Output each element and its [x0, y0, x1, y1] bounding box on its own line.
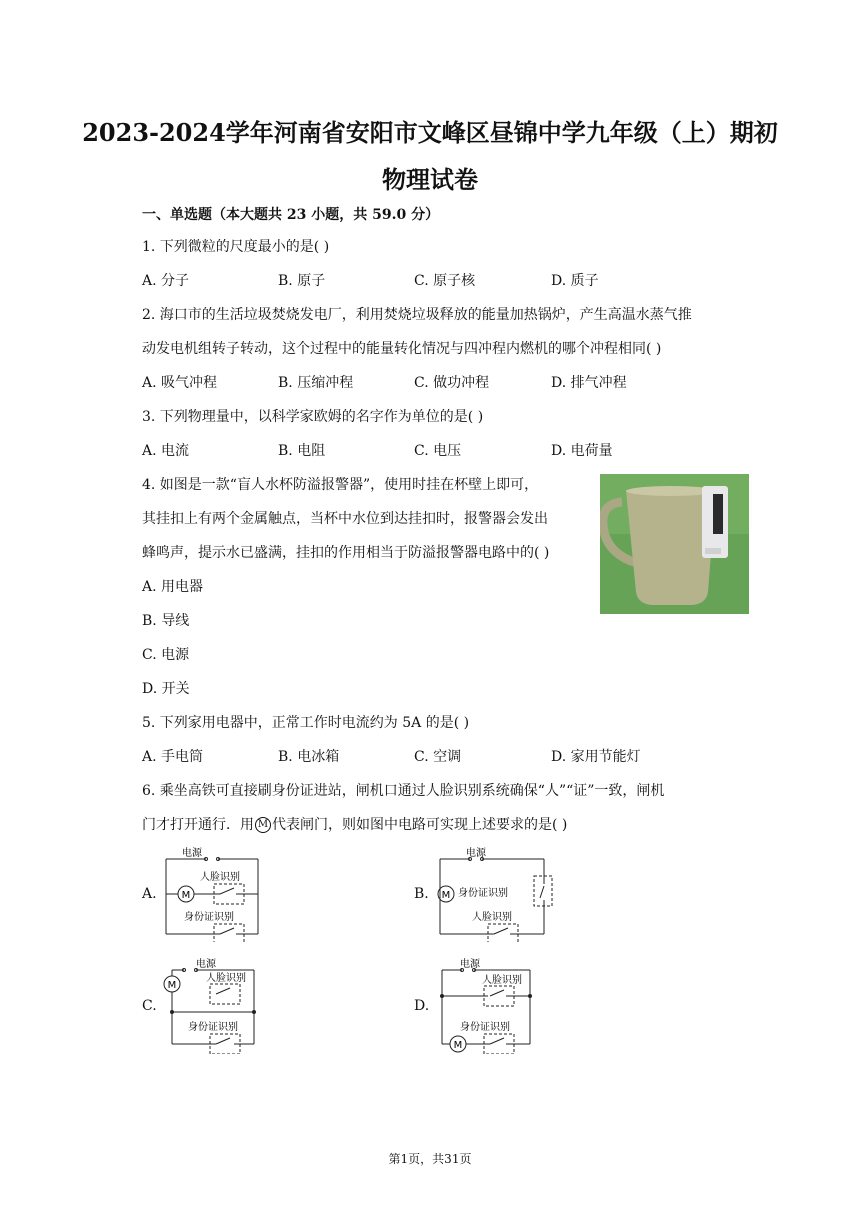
circuit-d-motor: M — [453, 1040, 463, 1051]
circuit-b-motor: M — [441, 890, 451, 901]
q6-stem-line-1: 6. 乘坐高铁可直接刷身份证进站，闸机口通过人脸识别系统确保“人”“证”一致，闸机 — [142, 783, 665, 799]
q6-stem-line-2 — [142, 814, 567, 834]
circuit-c-face-label: 人脸识别 — [206, 973, 246, 984]
q2-option-b: B. 压缩冲程 — [278, 375, 354, 391]
q5-option-a: A. 手电筒 — [142, 749, 204, 765]
q1-option-c: C. 原子核 — [414, 273, 476, 289]
motor-inline-symbol: M — [255, 817, 271, 833]
q2-stem-line-1: 2. 海口市的生活垃圾焚烧发电厂，利用焚烧垃圾释放的能量加热锅炉，产生高温水蒸气推 — [142, 307, 692, 323]
q6-option-a-label: A. — [142, 886, 157, 902]
q4-stem-line-1: 4. 如图是一款“盲人水杯防溢报警器”，使用时挂在杯壁上即可， — [142, 477, 539, 493]
q1-option-b: B. 原子 — [278, 273, 326, 289]
circuit-d-source-label: 电源 — [460, 959, 480, 970]
q1-option-a: A. 分子 — [142, 273, 190, 289]
title-line-2: 物理试卷 — [382, 165, 478, 194]
q3-option-b: B. 电阻 — [278, 443, 326, 459]
q5-option-d: D. 家用节能灯 — [551, 749, 641, 765]
q4-option-d: D. 开关 — [142, 681, 190, 697]
q5-option-c: C. 空调 — [414, 749, 462, 765]
circuit-c-id-label: 身份证识别 — [188, 1022, 238, 1033]
q4-stem-line-3: 蜂鸣声，提示水已盛满，挂扣的作用相当于防溢报警器电路中的( ) — [142, 545, 550, 561]
page-footer: 第1页，共31页 — [388, 1152, 472, 1166]
circuit-b-face-label: 人脸识别 — [472, 912, 512, 923]
q3-option-a: A. 电流 — [142, 443, 190, 459]
circuit-d-id-label: 身份证识别 — [460, 1022, 510, 1033]
q6-stem-line-2b: 代表闸门，则如图中电路可实现上述要求的是( ) — [272, 817, 568, 833]
q1-option-d: D. 质子 — [551, 273, 599, 289]
circuit-c-motor: M — [167, 980, 177, 991]
q4-option-c: C. 电源 — [142, 647, 190, 663]
q3-stem: 3. 下列物理量中，以科学家欧姆的名字作为单位的是( ) — [142, 409, 484, 425]
q6-option-c-label: C. — [142, 998, 157, 1014]
circuit-d-face-label: 人脸识别 — [482, 975, 522, 986]
q6-stem-line-2a: 门才打开通行．用 — [142, 817, 254, 833]
q4-option-a: A. 用电器 — [142, 579, 204, 595]
q5-stem: 5. 下列家用电器中，正常工作时电流约为 5A 的是( ) — [142, 715, 470, 731]
title-line-1: 2023-2024学年河南省安阳市文峰区昼锦中学九年级（上）期初 — [82, 118, 778, 147]
circuit-a-source-label: 电源 — [182, 848, 202, 859]
circuit-a — [160, 846, 270, 942]
q2-option-a: A. 吸气冲程 — [142, 375, 218, 391]
q3-option-c: C. 电压 — [414, 443, 462, 459]
circuit-b-id-label: 身份证识别 — [458, 888, 508, 899]
q6-option-b-label: B. — [414, 886, 429, 902]
q2-stem-line-2: 动发电机组转子转动，这个过程中的能量转化情况与四冲程内燃机的哪个冲程相同( ) — [142, 341, 662, 357]
circuit-c — [158, 958, 268, 1054]
q2-option-d: D. 排气冲程 — [551, 375, 627, 391]
circuit-d — [434, 958, 544, 1054]
circuit-a-face-label: 人脸识别 — [200, 872, 240, 883]
q1-stem: 1. 下列微粒的尺度最小的是( ) — [142, 239, 330, 255]
circuit-a-id-label: 身份证识别 — [184, 912, 234, 923]
mug-alarm-photo — [600, 474, 749, 614]
q6-option-d-label: D. — [414, 998, 430, 1014]
q4-stem-line-2: 其挂扣上有两个金属触点，当杯中水位到达挂扣时，报警器会发出 — [142, 511, 548, 527]
circuit-c-source-label: 电源 — [196, 959, 216, 970]
q2-option-c: C. 做功冲程 — [414, 375, 490, 391]
circuit-b-source-label: 电源 — [466, 848, 486, 859]
q5-option-b: B. 电冰箱 — [278, 749, 340, 765]
q4-option-b: B. 导线 — [142, 613, 190, 629]
section-heading: 一、单选题（本大题共 23 小题，共 59.0 分） — [142, 207, 440, 223]
circuit-a-motor: M — [181, 890, 191, 901]
circuit-b — [432, 846, 556, 942]
q3-option-d: D. 电荷量 — [551, 443, 613, 459]
